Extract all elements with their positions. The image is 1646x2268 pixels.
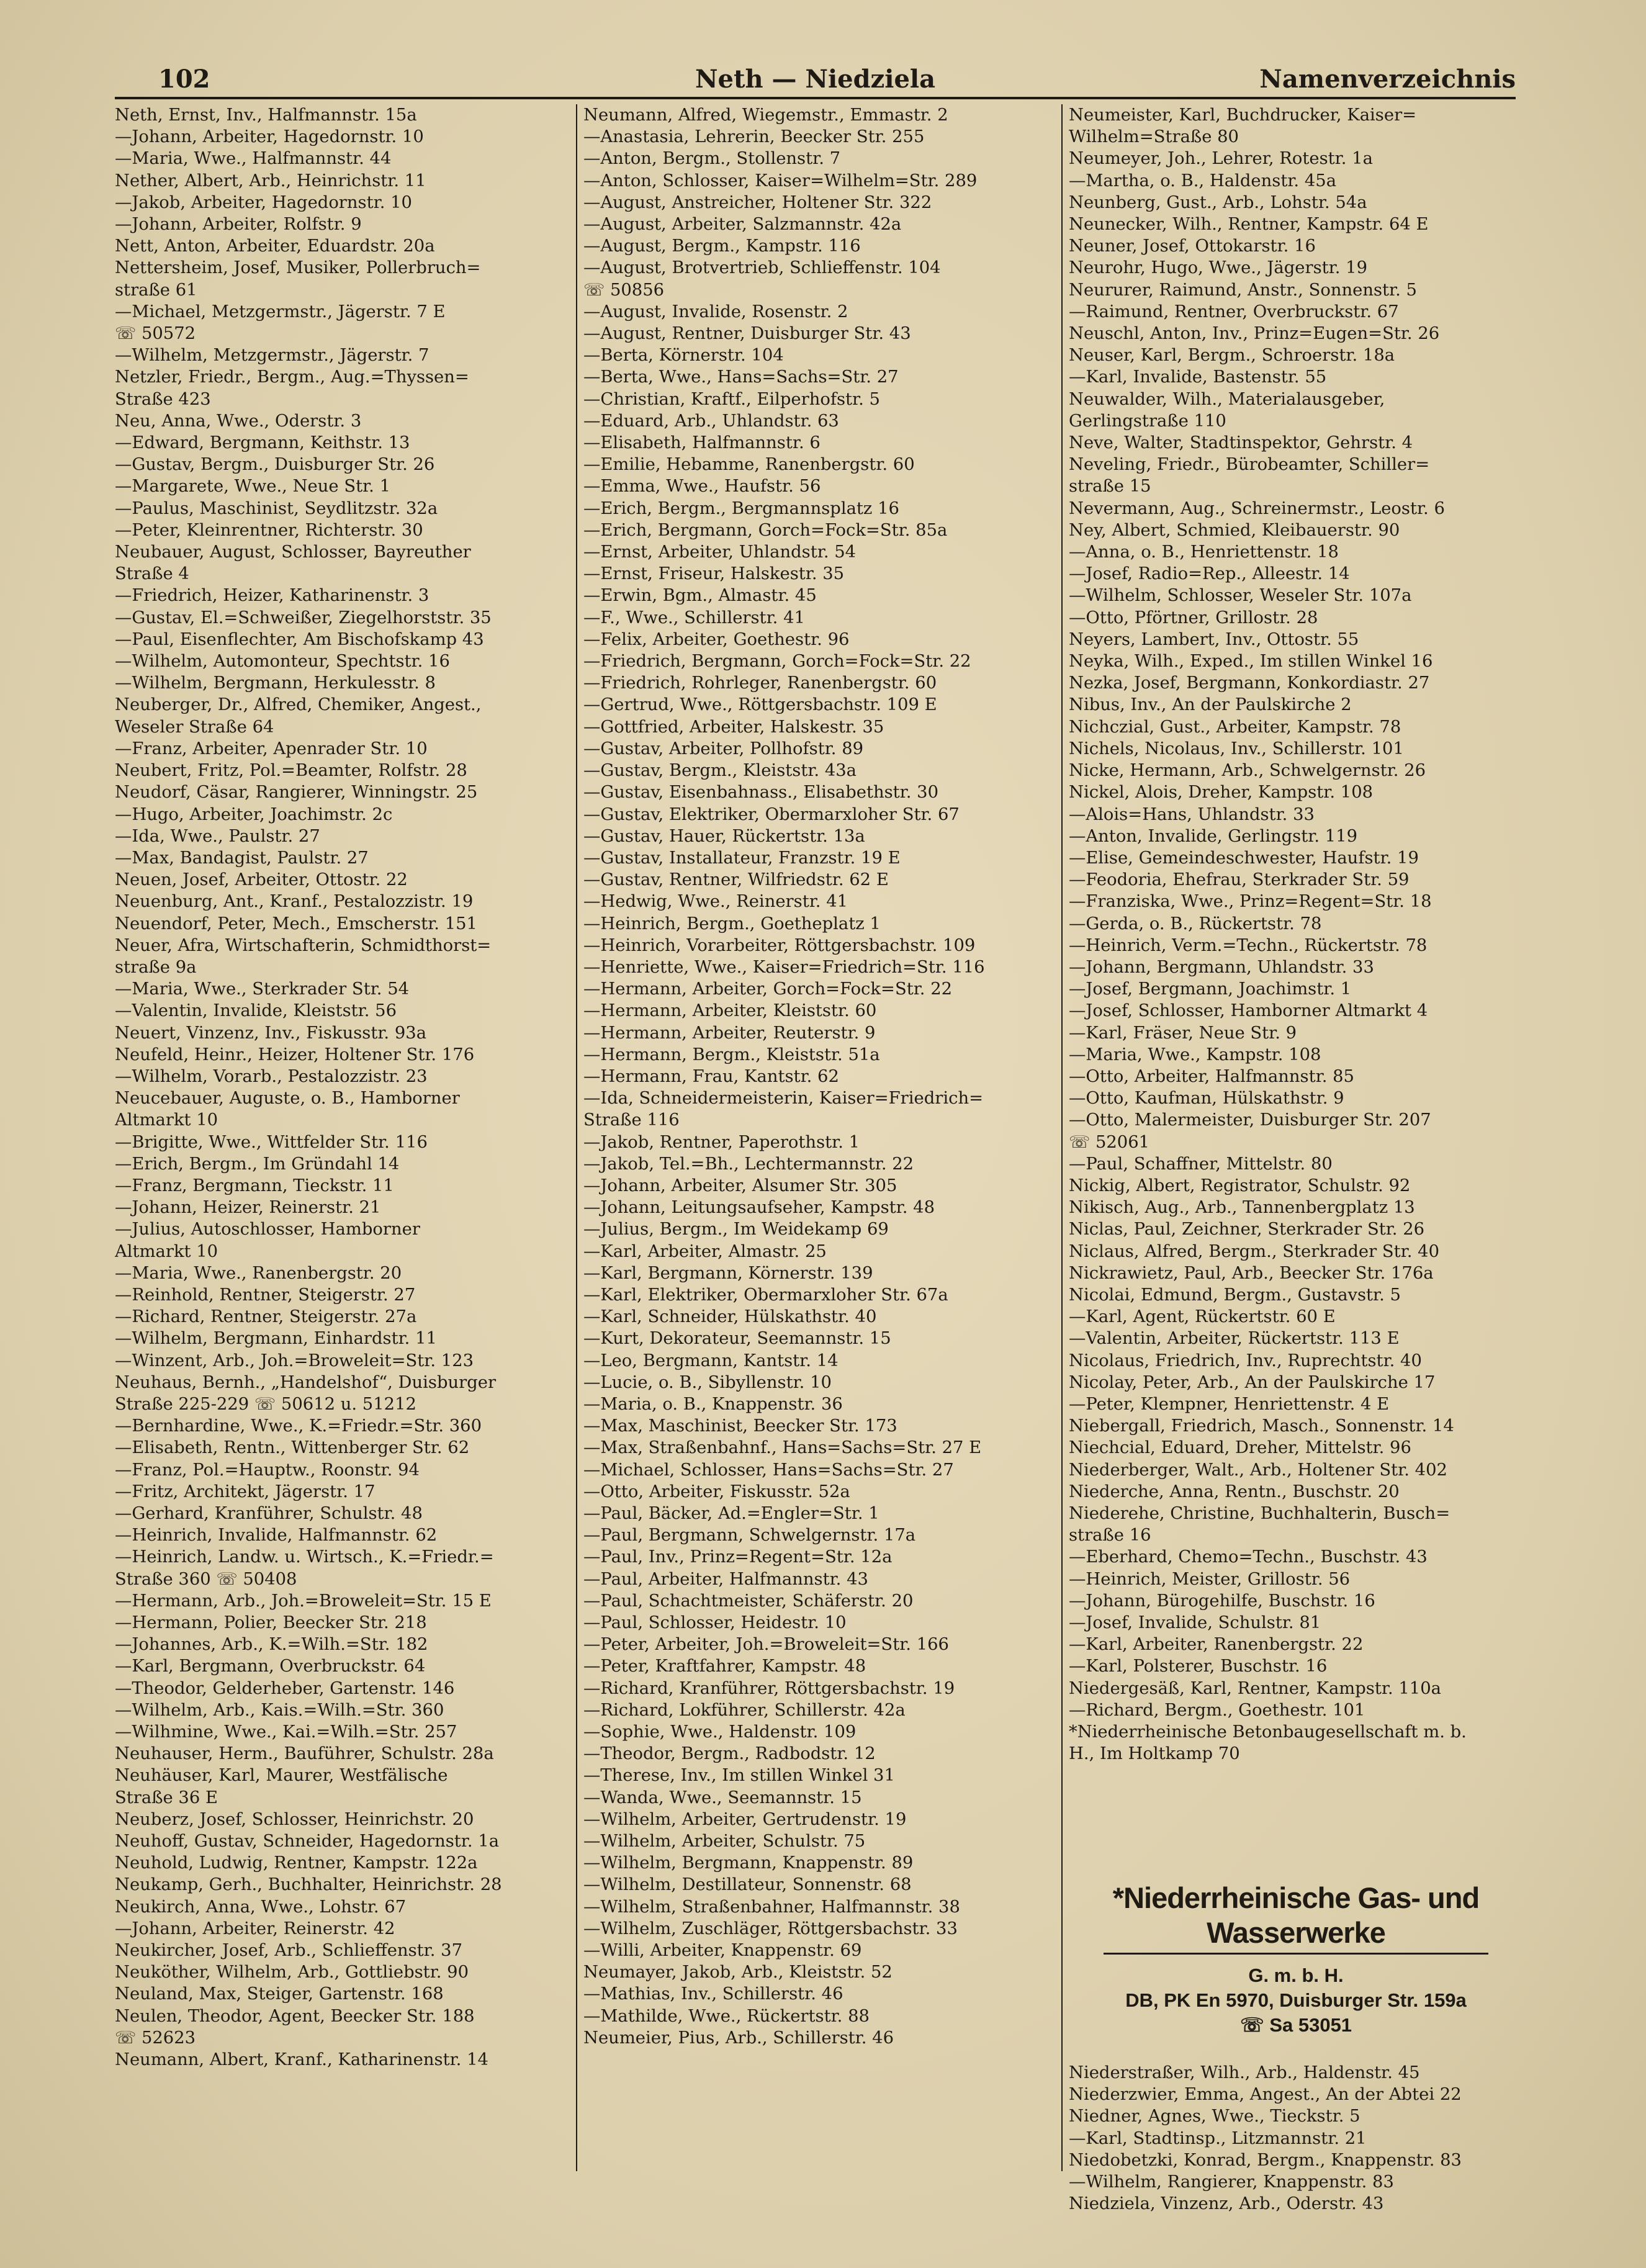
directory-entry: Niederberger, Walt., Arb., Holtener Str. 402 [1069, 1460, 1447, 1480]
directory-entry: Altmarkt 10 [115, 1110, 218, 1130]
directory-entry: —Maria, o. B., Knappenstr. 36 [583, 1394, 843, 1414]
directory-entry: —Heinrich, Invalide, Halfmannstr. 62 [115, 1526, 438, 1546]
directory-entry: —Wilhelm, Arbeiter, Schulstr. 75 [583, 1832, 866, 1852]
directory-entry: —Julius, Bergm., Im Weidekamp 69 [583, 1220, 889, 1240]
directory-entry: Neulen, Theodor, Agent, Beecker Str. 188 [115, 2006, 475, 2026]
directory-entry: —Gustav, Elektriker, Obermarxloher Str. 67 [583, 804, 960, 824]
directory-entry: —Karl, Invalide, Bastenstr. 55 [1069, 367, 1327, 387]
directory-entry: —Franz, Arbeiter, Apenrader Str. 10 [115, 739, 428, 758]
page-title: Neth — Niedziela [695, 65, 936, 94]
directory-entry: —Ernst, Friseur, Halskestr. 35 [583, 564, 845, 584]
directory-entry: Neuberz, Josef, Schlosser, Heinrichstr. 20 [115, 1809, 474, 1829]
directory-entry: —Alois=Hans, Uhlandstr. 33 [1069, 804, 1315, 824]
advertisement [1079, 1881, 1513, 2038]
directory-entry: —August, Anstreicher, Holtener Str. 322 [583, 192, 932, 212]
directory-entry: Niclas, Paul, Zeichner, Sterkrader Str. 26 [1069, 1220, 1425, 1240]
directory-entry: —Gertrud, Wwe., Röttgersbachstr. 109 E [583, 695, 937, 715]
directory-entry: straße 15 [1069, 477, 1151, 497]
directory-entry: —Franziska, Wwe., Prinz=Regent=Str. 18 [1069, 892, 1432, 912]
directory-entry: —Johann, Heizer, Reinerstr. 21 [115, 1198, 381, 1218]
directory-entry: Neuland, Max, Steiger, Gartenstr. 168 [115, 1984, 444, 2004]
directory-entry: Nikisch, Aug., Arb., Tannenbergplatz 13 [1069, 1198, 1415, 1218]
directory-entry: —Otto, Malermeister, Duisburger Str. 207 [1069, 1110, 1431, 1130]
directory-entry: —Lucie, o. B., Sibyllenstr. 10 [583, 1372, 832, 1392]
directory-entry: Neukamp, Gerh., Buchhalter, Heinrichstr. 28 [115, 1875, 502, 1895]
directory-entry: Neurohr, Hugo, Wwe., Jägerstr. 19 [1069, 258, 1367, 278]
directory-entry: —Josef, Bergmann, Joachimstr. 1 [1069, 979, 1352, 999]
directory-entry: —Gustav, Arbeiter, Pollhofstr. 89 [583, 739, 864, 758]
directory-entry: —August, Invalide, Rosenstr. 2 [583, 302, 848, 322]
directory-entry: Neuschl, Anton, Inv., Prinz=Eugen=Str. 26 [1069, 324, 1440, 344]
directory-entry: —Hermann, Frau, Kantstr. 62 [583, 1066, 839, 1086]
directory-entry: —Feodoria, Ehefrau, Sterkrader Str. 59 [1069, 870, 1410, 890]
directory-entry: —Wilhelm, Bergmann, Einhardstr. 11 [115, 1329, 437, 1349]
directory-entry: Neukirch, Anna, Wwe., Lohstr. 67 [115, 1897, 407, 1917]
directory-entry: —Wilhelm, Schlosser, Weseler Str. 107a [1069, 586, 1412, 606]
directory-entry: Nichels, Nicolaus, Inv., Schillerstr. 101 [1069, 739, 1404, 758]
directory-entry: Niebergall, Friedrich, Masch., Sonnenstr. 14 [1069, 1416, 1454, 1436]
directory-entry: Wilhelm=Straße 80 [1069, 127, 1239, 147]
directory-entry: Nibus, Inv., An der Paulskirche 2 [1069, 695, 1352, 715]
directory-entry: —Johann, Bürogehilfe, Buschstr. 16 [1069, 1591, 1375, 1611]
directory-entry: Niedobetzki, Konrad, Bergm., Knappenstr. 83 [1069, 2150, 1462, 2170]
directory-entry: Niclaus, Alfred, Bergm., Sterkrader Str. 40 [1069, 1241, 1440, 1261]
directory-entry: —Wilhmine, Wwe., Kai.=Wilh.=Str. 257 [115, 1722, 457, 1742]
directory-entry: —Richard, Kranführer, Röttgersbachstr. 19 [583, 1678, 955, 1698]
directory-entry: —Wilhelm, Arb., Kais.=Wilh.=Str. 360 [115, 1700, 444, 1720]
directory-entry: Neuenburg, Ant., Kranf., Pestalozzistr. 19 [115, 892, 474, 912]
directory-entry: Neuert, Vinzenz, Inv., Fiskusstr. 93a [115, 1023, 427, 1043]
directory-entry: —Valentin, Invalide, Kleiststr. 56 [115, 1001, 397, 1021]
directory-entry: —Erwin, Bgm., Almastr. 45 [583, 586, 817, 606]
directory-entry: —August, Arbeiter, Salzmannstr. 42a [583, 215, 902, 235]
directory-entry: —Wilhelm, Automonteur, Spechtstr. 16 [115, 652, 450, 672]
column-1 [115, 104, 574, 2071]
directory-entry: Neuner, Josef, Ottokarstr. 16 [1069, 236, 1316, 256]
directory-entry: Neumann, Alfred, Wiegemstr., Emmastr. 2 [583, 106, 948, 125]
directory-entry: Neuer, Afra, Wirtschafterin, Schmidthorst= [115, 935, 492, 955]
directory-entry: Weseler Straße 64 [115, 717, 274, 737]
directory-entry: Neuhold, Ludwig, Rentner, Kampstr. 122a [115, 1853, 478, 1873]
directory-entry: —Karl, Stadtinsp., Litzmannstr. 21 [1069, 2128, 1367, 2148]
directory-entry: —Karl, Schneider, Hülskathstr. 40 [583, 1307, 877, 1327]
directory-entry: —Paul, Schachtmeister, Schäferstr. 20 [583, 1591, 914, 1611]
directory-entry: —Friedrich, Heizer, Katharinenstr. 3 [115, 586, 429, 606]
directory-entry: —Maria, Wwe., Kampstr. 108 [1069, 1045, 1321, 1064]
directory-entry: —Josef, Invalide, Schulstr. 81 [1069, 1613, 1321, 1633]
directory-entry: Neuendorf, Peter, Mech., Emscherstr. 151 [115, 914, 477, 934]
directory-entry: —Peter, Kleinrentner, Richterstr. 30 [115, 520, 423, 540]
directory-entry: —Valentin, Arbeiter, Rückertstr. 113 E [1069, 1329, 1400, 1349]
directory-entry: straße 61 [115, 280, 197, 300]
directory-entry: —Anastasia, Lehrerin, Beecker Str. 255 [583, 127, 925, 147]
directory-entry: —Johann, Arbeiter, Hagedornstr. 10 [115, 127, 424, 147]
directory-entry: Neve, Walter, Stadtinspektor, Gehrstr. 4 [1069, 433, 1413, 453]
directory-entry: —Eberhard, Chemo=Techn., Buschstr. 43 [1069, 1547, 1428, 1567]
directory-entry: Neth, Ernst, Inv., Halfmannstr. 15a [115, 106, 417, 125]
ad-headline: *Niederrheinische Gas- und Wasserwerke [1112, 1881, 1480, 1949]
directory-entry: —Maria, Wwe., Halfmannstr. 44 [115, 149, 392, 169]
directory-entry: —Wilhelm, Straßenbahner, Halfmannstr. 38 [583, 1897, 960, 1917]
directory-entry: —Leo, Bergmann, Kantstr. 14 [583, 1351, 839, 1370]
directory-entry: —Hugo, Arbeiter, Joachimstr. 2c [115, 804, 393, 824]
directory-entry: Niedner, Agnes, Wwe., Tieckstr. 5 [1069, 2107, 1360, 2126]
directory-entry: —Josef, Schlosser, Hamborner Altmarkt 4 [1069, 1001, 1428, 1021]
directory-entry: straße 16 [1069, 1526, 1151, 1546]
directory-entry: —Max, Maschinist, Beecker Str. 173 [583, 1416, 897, 1436]
directory-entry: —Wilhelm, Metzgermstr., Jägerstr. 7 [115, 346, 429, 366]
directory-entry: —Julius, Autoschlosser, Hamborner [115, 1220, 420, 1240]
directory-entry: —Friedrich, Rohrleger, Ranenbergstr. 60 [583, 673, 937, 693]
directory-entry: —Therese, Inv., Im stillen Winkel 31 [583, 1766, 895, 1786]
directory-entry: Neukircher, Josef, Arb., Schlieffenstr. 37 [115, 1941, 462, 1961]
directory-entry: Niederzwier, Emma, Angest., An der Abtei 22 [1069, 2085, 1462, 2105]
directory-entry: Nichczial, Gust., Arbeiter, Kampstr. 78 [1069, 717, 1401, 737]
directory-entry: —Max, Bandagist, Paulstr. 27 [115, 848, 369, 868]
directory-entry: —Otto, Arbeiter, Fiskusstr. 52a [583, 1482, 850, 1501]
column-3-continued [1069, 2062, 1528, 2215]
directory-entry: —F., Wwe., Schillerstr. 41 [583, 608, 805, 628]
directory-entry: ☏ 50856 [583, 280, 665, 300]
directory-entry: —Gustav, Rentner, Wilfriedstr. 62 E [583, 870, 889, 890]
directory-entry: —Brigitte, Wwe., Wittfelder Str. 116 [115, 1132, 428, 1152]
directory-entry: —Jakob, Tel.=Bh., Lechtermannstr. 22 [583, 1154, 914, 1174]
ad-company-form: G. m. b. H. [1248, 1964, 1344, 1986]
directory-entry: Nicolai, Edmund, Bergm., Gustavstr. 5 [1069, 1285, 1401, 1305]
directory-entry: Nett, Anton, Arbeiter, Eduardstr. 20a [115, 236, 435, 256]
directory-entry: —Peter, Klempner, Henriettenstr. 4 E [1069, 1394, 1390, 1414]
directory-entry: —Wilhelm, Bergmann, Knappenstr. 89 [583, 1853, 914, 1873]
directory-entry: Neubauer, August, Schlosser, Bayreuther [115, 542, 471, 562]
directory-entry: Nicolay, Peter, Arb., An der Paulskirche 17 [1069, 1372, 1436, 1392]
directory-entry: —Franz, Bergmann, Tieckstr. 11 [115, 1176, 394, 1195]
directory-entry: —Johann, Arbeiter, Rolfstr. 9 [115, 215, 362, 235]
directory-entry: —Mathilde, Wwe., Rückertstr. 88 [583, 2006, 870, 2026]
directory-entry: Niechcial, Eduard, Dreher, Mittelstr. 96 [1069, 1438, 1411, 1458]
directory-entry: —Mathias, Inv., Schillerstr. 46 [583, 1984, 843, 2004]
directory-entry: Neumeister, Karl, Buchdrucker, Kaiser= [1069, 106, 1417, 125]
directory-entry: —Emilie, Hebamme, Ranenbergstr. 60 [583, 455, 915, 475]
directory-entry: Straße 36 E [115, 1788, 218, 1807]
directory-entry: —Max, Straßenbahnf., Hans=Sachs=Str. 27 E [583, 1438, 982, 1458]
directory-entry: —Johann, Arbeiter, Alsumer Str. 305 [583, 1176, 897, 1195]
section-title: Namenverzeichnis [1259, 65, 1516, 94]
ad-phone: ☏ Sa 53051 [1239, 2014, 1352, 2036]
column-divider [1061, 104, 1063, 2171]
directory-entry: —Gerhard, Kranführer, Schulstr. 48 [115, 1504, 423, 1523]
directory-entry: —Hermann, Arbeiter, Reuterstr. 9 [583, 1023, 876, 1043]
directory-entry: —Emma, Wwe., Haufstr. 56 [583, 477, 821, 497]
directory-entry: —Johann, Arbeiter, Reinerstr. 42 [115, 1919, 395, 1938]
directory-entry: Nickrawietz, Paul, Arb., Beecker Str. 176a [1069, 1263, 1434, 1283]
directory-entry: —Wilhelm, Vorarb., Pestalozzistr. 23 [115, 1066, 428, 1086]
directory-entry: Straße 360 ☏ 50408 [115, 1569, 297, 1589]
directory-entry: —Paul, Eisenflechter, Am Bischofskamp 43 [115, 629, 484, 649]
directory-entry: —Eduard, Arb., Uhlandstr. 63 [583, 411, 839, 431]
directory-entry: —Heinrich, Landw. u. Wirtsch., K.=Friedr.= [115, 1547, 494, 1567]
directory-entry: —Richard, Rentner, Steigerstr. 27a [115, 1307, 417, 1327]
directory-entry: —Friedrich, Bergmann, Gorch=Fock=Str. 22 [583, 652, 971, 672]
directory-entry: Niedziela, Vinzenz, Arb., Oderstr. 43 [1069, 2194, 1384, 2214]
directory-entry: Neubert, Fritz, Pol.=Beamter, Rolfstr. 28 [115, 761, 467, 781]
directory-entry: Niederche, Anna, Rentn., Buschstr. 20 [1069, 1482, 1400, 1501]
directory-entry: —Hermann, Arbeiter, Gorch=Fock=Str. 22 [583, 979, 953, 999]
directory-entry: Neveling, Friedr., Bürobeamter, Schiller= [1069, 455, 1430, 475]
page-number: 102 [158, 65, 210, 94]
directory-entry: Neuköther, Wilhelm, Arb., Gottliebstr. 90 [115, 1963, 469, 1982]
directory-entry: —Wilhelm, Destillateur, Sonnenstr. 68 [583, 1875, 912, 1895]
directory-entry: —Raimund, Rentner, Overbruckstr. 67 [1069, 302, 1399, 322]
directory-entry: —Hermann, Polier, Beecker Str. 218 [115, 1613, 427, 1633]
directory-entry: Neumeyer, Joh., Lehrer, Rotestr. 1a [1069, 149, 1373, 169]
directory-entry: Nickel, Alois, Dreher, Kampstr. 108 [1069, 783, 1374, 803]
directory-entry: —Otto, Pförtner, Grillostr. 28 [1069, 608, 1318, 628]
directory-entry: —Wilhelm, Bergmann, Herkulesstr. 8 [115, 673, 436, 693]
directory-entry: Neururer, Raimund, Anstr., Sonnenstr. 5 [1069, 280, 1417, 300]
directory-entry: Nether, Albert, Arb., Heinrichstr. 11 [115, 171, 426, 191]
directory-entry: —Peter, Kraftfahrer, Kampstr. 48 [583, 1657, 866, 1676]
directory-entry: —Heinrich, Bergm., Goetheplatz 1 [583, 914, 881, 934]
directory-entry: Neuser, Karl, Bergm., Schroerstr. 18a [1069, 346, 1395, 366]
directory-entry: —Erich, Bergm., Im Gründahl 14 [115, 1154, 400, 1174]
directory-entry: —Heinrich, Vorarbeiter, Röttgersbachstr. 109 [583, 935, 976, 955]
page-header [115, 62, 1516, 98]
directory-entry: —Michael, Schlosser, Hans=Sachs=Str. 27 [583, 1460, 954, 1480]
directory-entry: —Henriette, Wwe., Kaiser=Friedrich=Str. 116 [583, 957, 985, 977]
directory-entry: —Christian, Kraftf., Eilperhofstr. 5 [583, 389, 880, 409]
directory-entry: —Karl, Bergmann, Körnerstr. 139 [583, 1263, 873, 1283]
directory-entry: Neufeld, Heinr., Heizer, Holtener Str. 176 [115, 1045, 475, 1064]
directory-entry: Neuhaus, Bernh., „Handelshof“, Duisburger [115, 1372, 497, 1392]
directory-entry: —Paul, Arbeiter, Halfmannstr. 43 [583, 1569, 868, 1589]
directory-entry: —Ida, Wwe., Paulstr. 27 [115, 826, 320, 846]
directory-entry: —Berta, Wwe., Hans=Sachs=Str. 27 [583, 367, 899, 387]
directory-entry: —Gerda, o. B., Rückertstr. 78 [1069, 914, 1322, 934]
directory-entry: —Wilhelm, Arbeiter, Gertrudenstr. 19 [583, 1809, 907, 1829]
header-rule [115, 97, 1516, 99]
column-divider [576, 104, 577, 2171]
directory-entry: —Karl, Bergmann, Overbruckstr. 64 [115, 1657, 426, 1676]
directory-entry: Niederstraßer, Wilh., Arb., Haldenstr. 45 [1069, 2063, 1420, 2082]
directory-entry: —Erich, Bergmann, Gorch=Fock=Str. 85a [583, 520, 948, 540]
directory-entry: Neumeier, Pius, Arb., Schillerstr. 46 [583, 2028, 894, 2048]
directory-entry: —Wilhelm, Rangierer, Knappenstr. 83 [1069, 2172, 1394, 2192]
directory-entry: Neuhäuser, Karl, Maurer, Westfälische [115, 1766, 448, 1786]
directory-entry: —Richard, Lokführer, Schillerstr. 42a [583, 1700, 906, 1720]
directory-entry: —Gustav, Installateur, Franzstr. 19 E [583, 848, 901, 868]
directory-entry: Neuberger, Dr., Alfred, Chemiker, Angest., [115, 695, 482, 715]
directory-entry: —Michael, Metzgermstr., Jägerstr. 7 E [115, 302, 446, 322]
directory-entry: —Paul, Inv., Prinz=Regent=Str. 12a [583, 1547, 893, 1567]
directory-entry: —Bernhardine, Wwe., K.=Friedr.=Str. 360 [115, 1416, 482, 1436]
directory-entry: —Maria, Wwe., Ranenbergstr. 20 [115, 1263, 402, 1283]
column-3 [1069, 104, 1528, 1765]
ad-address: DB, PK En 5970, Duisburger Str. 159a [1125, 1989, 1467, 2011]
directory-entry: —Karl, Fräser, Neue Str. 9 [1069, 1023, 1297, 1043]
directory-entry: Neumann, Albert, Kranf., Katharinenstr. 14 [115, 2050, 488, 2070]
directory-entry: —Felix, Arbeiter, Goethestr. 96 [583, 629, 850, 649]
directory-entry: Neu, Anna, Wwe., Oderstr. 3 [115, 411, 362, 431]
directory-entry: Neunecker, Wilh., Rentner, Kampstr. 64 E [1069, 215, 1429, 235]
directory-entry: —Ernst, Arbeiter, Uhlandstr. 54 [583, 542, 857, 562]
directory-entry: —Erich, Bergm., Bergmannsplatz 16 [583, 498, 899, 518]
directory-entry: —Heinrich, Verm.=Techn., Rückertstr. 78 [1069, 935, 1428, 955]
directory-entry: —Theodor, Gelderheber, Gartenstr. 146 [115, 1678, 455, 1698]
directory-entry: Straße 4 [115, 564, 189, 584]
directory-entry: —Jakob, Rentner, Paperothstr. 1 [583, 1132, 860, 1152]
directory-entry: —Otto, Arbeiter, Halfmannstr. 85 [1069, 1066, 1354, 1086]
directory-entry: —Sophie, Wwe., Haldenstr. 109 [583, 1722, 857, 1742]
directory-entry: —Elise, Gemeindeschwester, Haufstr. 19 [1069, 848, 1419, 868]
directory-entry: Neunberg, Gust., Arb., Lohstr. 54a [1069, 192, 1367, 212]
directory-entry: —Reinhold, Rentner, Steigerstr. 27 [115, 1285, 416, 1305]
directory-entry: straße 9a [115, 957, 197, 977]
directory-entry: —Karl, Arbeiter, Almastr. 25 [583, 1241, 827, 1261]
directory-entry: —Karl, Polsterer, Buschstr. 16 [1069, 1657, 1328, 1676]
directory-entry: Straße 225-229 ☏ 50612 u. 51212 [115, 1394, 416, 1414]
directory-entry: Nezka, Josef, Bergmann, Konkordiastr. 27 [1069, 673, 1430, 693]
directory-entry: —Martha, o. B., Haldenstr. 45a [1069, 171, 1337, 191]
directory-entry: —Ida, Schneidermeisterin, Kaiser=Friedrich= [583, 1089, 984, 1109]
directory-entry: Niederehe, Christine, Buchhalterin, Busch= [1069, 1504, 1450, 1523]
directory-entry: —Gottfried, Arbeiter, Halskestr. 35 [583, 717, 884, 737]
directory-entry: —Edward, Bergmann, Keithstr. 13 [115, 433, 410, 453]
directory-entry: Gerlingstraße 110 [1069, 411, 1226, 431]
directory-entry: —Anton, Invalide, Gerlingstr. 119 [1069, 826, 1358, 846]
directory-entry: —Anton, Schlosser, Kaiser=Wilhelm=Str. 289 [583, 171, 978, 191]
directory-entry: —Heinrich, Meister, Grillostr. 56 [1069, 1569, 1351, 1589]
directory-entry: —Hedwig, Wwe., Reinerstr. 41 [583, 892, 848, 912]
directory-entry: Neyka, Wilh., Exped., Im stillen Winkel 16 [1069, 652, 1433, 672]
directory-entry: Nettersheim, Josef, Musiker, Pollerbruch= [115, 258, 481, 278]
directory-entry: —Johann, Leitungsaufseher, Kampstr. 48 [583, 1198, 935, 1218]
directory-entry: —Maria, Wwe., Sterkrader Str. 54 [115, 979, 410, 999]
directory-entry: —Josef, Radio=Rep., Alleestr. 14 [1069, 564, 1350, 584]
directory-entry: —Willi, Arbeiter, Knappenstr. 69 [583, 1941, 862, 1961]
directory-entry: —Anton, Bergm., Stollenstr. 7 [583, 149, 841, 169]
directory-entry: Niedergesäß, Karl, Rentner, Kampstr. 110a [1069, 1678, 1441, 1698]
directory-entry: Ney, Albert, Schmied, Kleibauerstr. 90 [1069, 520, 1400, 540]
directory-entry: —Paul, Bäcker, Ad.=Engler=Str. 1 [583, 1504, 879, 1523]
directory-entry: —Karl, Agent, Rückertstr. 60 E [1069, 1307, 1336, 1327]
directory-entry: —Otto, Kaufman, Hülskathstr. 9 [1069, 1089, 1344, 1109]
ad-rule [1104, 1953, 1488, 1955]
directory-entry: Nicolaus, Friedrich, Inv., Ruprechtstr. 40 [1069, 1351, 1422, 1370]
directory-entry: Netzler, Friedr., Bergm., Aug.=Thyssen= [115, 367, 469, 387]
directory-entry: H., Im Holtkamp 70 [1069, 1744, 1240, 1764]
directory-entry: —August, Rentner, Duisburger Str. 43 [583, 324, 911, 344]
directory-entry: —August, Brotvertrieb, Schlieffenstr. 104 [583, 258, 941, 278]
directory-entry: —Peter, Arbeiter, Joh.=Broweleit=Str. 166 [583, 1635, 949, 1655]
directory-entry: —Winzent, Arb., Joh.=Broweleit=Str. 123 [115, 1351, 474, 1370]
directory-entry: —Gustav, Bergm., Duisburger Str. 26 [115, 455, 435, 475]
directory-entry: —Fritz, Architekt, Jägerstr. 17 [115, 1482, 376, 1501]
directory-entry: Neuen, Josef, Arbeiter, Ottostr. 22 [115, 870, 408, 890]
column-2 [583, 104, 1043, 2049]
directory-entry: —Paul, Bergmann, Schwelgernstr. 17a [583, 1526, 916, 1546]
directory-entry: —Jakob, Arbeiter, Hagedornstr. 10 [115, 192, 412, 212]
directory-entry: —Karl, Arbeiter, Ranenbergstr. 22 [1069, 1635, 1364, 1655]
directory-entry: Nevermann, Aug., Schreinermstr., Leostr. 6 [1069, 498, 1445, 518]
directory-entry: Neyers, Lambert, Inv., Ottostr. 55 [1069, 629, 1359, 649]
directory-entry: —Franz, Pol.=Hauptw., Roonstr. 94 [115, 1460, 420, 1480]
directory-entry: —Anna, o. B., Henriettenstr. 18 [1069, 542, 1339, 562]
directory-entry: —Theodor, Bergm., Radbodstr. 12 [583, 1744, 876, 1764]
directory-entry: —August, Bergm., Kampstr. 116 [583, 236, 861, 256]
directory-entry: —Gustav, Bergm., Kleiststr. 43a [583, 761, 857, 781]
directory-entry: ☏ 52623 [115, 2028, 196, 2048]
directory-entry: Neucebauer, Auguste, o. B., Hamborner [115, 1089, 460, 1109]
directory-entry: —Margarete, Wwe., Neue Str. 1 [115, 477, 391, 497]
directory-entry: —Berta, Körnerstr. 104 [583, 346, 784, 366]
directory-entry: —Johann, Bergmann, Uhlandstr. 33 [1069, 957, 1374, 977]
directory-entry: —Richard, Bergm., Goethestr. 101 [1069, 1700, 1365, 1720]
directory-entry: Neudorf, Cäsar, Rangierer, Winningstr. 25 [115, 783, 478, 803]
directory-entry: —Kurt, Dekorateur, Seemannstr. 15 [583, 1329, 891, 1349]
directory-entry: —Elisabeth, Halfmannstr. 6 [583, 433, 821, 453]
directory-entry: Neuhauser, Herm., Bauführer, Schulstr. 28a [115, 1744, 494, 1764]
directory-entry: ☏ 50572 [115, 324, 196, 344]
directory-entry: Altmarkt 10 [115, 1241, 218, 1261]
directory-entry: *Niederrheinische Betonbaugesellschaft m. b. [1069, 1722, 1467, 1742]
directory-entry: Nickig, Albert, Registrator, Schulstr. 92 [1069, 1176, 1411, 1195]
directory-entry: —Gustav, El.=Schweißer, Ziegelhorststr. 35 [115, 608, 492, 628]
directory-entry: Straße 423 [115, 389, 211, 409]
directory-entry: Neumayer, Jakob, Arb., Kleiststr. 52 [583, 1963, 893, 1982]
directory-entry: Straße 116 [583, 1110, 680, 1130]
directory-entry: —Hermann, Arbeiter, Kleiststr. 60 [583, 1001, 877, 1021]
directory-entry: —Wanda, Wwe., Seemannstr. 15 [583, 1788, 862, 1807]
directory-entry: —Elisabeth, Rentn., Wittenberger Str. 62 [115, 1438, 470, 1458]
directory-entry: —Gustav, Eisenbahnass., Elisabethstr. 30 [583, 783, 939, 803]
directory-entry: —Paulus, Maschinist, Seydlitzstr. 32a [115, 498, 438, 518]
directory-entry: —Paul, Schlosser, Heidestr. 10 [583, 1613, 847, 1633]
directory-entry: —Hermann, Arb., Joh.=Broweleit=Str. 15 E [115, 1591, 492, 1611]
directory-entry: Nicke, Hermann, Arb., Schwelgernstr. 26 [1069, 761, 1426, 781]
directory-entry: —Gustav, Hauer, Rückertstr. 13a [583, 826, 865, 846]
directory-entry: —Hermann, Bergm., Kleiststr. 51a [583, 1045, 880, 1064]
directory-entry: —Johannes, Arb., K.=Wilh.=Str. 182 [115, 1635, 428, 1655]
directory-entry: Neuhoff, Gustav, Schneider, Hagedornstr. 1a [115, 1832, 500, 1852]
directory-entry: Neuwalder, Wilh., Materialausgeber, [1069, 389, 1385, 409]
directory-entry: —Paul, Schaffner, Mittelstr. 80 [1069, 1154, 1333, 1174]
directory-entry: —Karl, Elektriker, Obermarxloher Str. 67a [583, 1285, 948, 1305]
directory-entry: —Wilhelm, Zuschläger, Röttgersbachstr. 33 [583, 1919, 958, 1938]
directory-entry: ☏ 52061 [1069, 1132, 1150, 1152]
